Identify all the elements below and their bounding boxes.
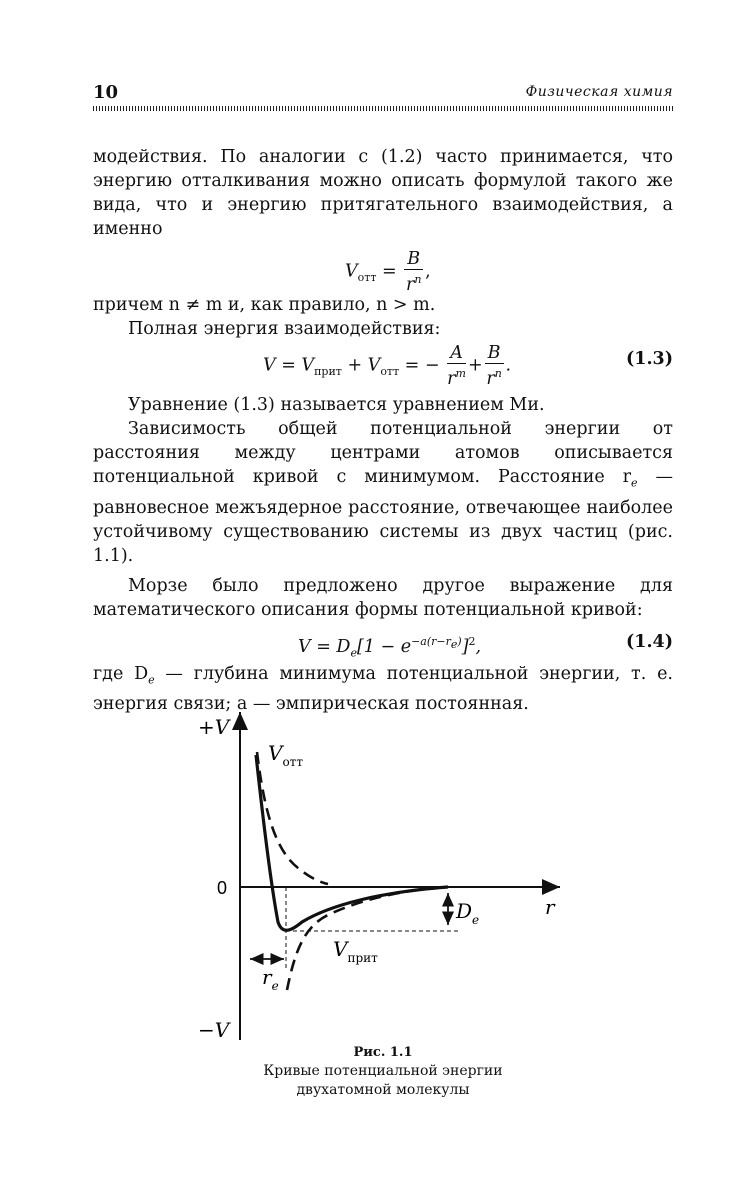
- page-number: 10: [93, 82, 119, 103]
- body-text: [93, 145, 673, 716]
- equation-repulsion: $V_{отт}$ = $\frac{B}{r^n}$ ,: [345, 249, 431, 295]
- caption-line-2: двухатомной молекулы: [296, 1082, 470, 1098]
- fraction-b-over-rn: $\frac{B}{r^n}$: [405, 249, 422, 295]
- running-title: Физическая химия: [525, 84, 673, 100]
- x-axis-label: r: [545, 895, 555, 919]
- paragraph-6: Морзе было предложено другое выражение для математического описания формы потенциальной кривой:: [93, 575, 673, 620]
- figure-label: Рис. 1.1: [353, 1045, 413, 1060]
- paragraph-1: модействия. По аналогии с (1.2) часто принимается, что энергию отталкивания можно описать формулой такого же вида, что и энергию притягательного взаимодействия, а именно: [93, 147, 673, 239]
- paragraph-7: где $D_e$ — глубина минимума потенциальной энергии, т. е. энергия связи; a — эмпирическая постоянная.: [93, 663, 673, 714]
- paragraph-4: Уравнение (1.3) называется уравнением Ми.: [128, 395, 545, 415]
- re-label: $r_e$: [262, 965, 279, 993]
- paragraph-5: Зависимость общей потенциальной энергии от расстояния между центрами атомов описывается потенциальной кривой с минимумом. Расстояние $r_e$ — равновесное межъядерное расстояние, отвечающее наиболее устойчивому существованию системы из двух частиц (рис. 1.1).: [93, 419, 673, 566]
- attraction-curve: [287, 887, 448, 990]
- potential-energy-figure: [190, 700, 580, 1050]
- header-rule: [93, 106, 673, 111]
- y-minus-label: −V: [198, 1018, 230, 1042]
- equation-number-1-3: (1.3): [625, 349, 673, 369]
- figure-caption: [93, 1043, 673, 1100]
- equation-1-4: $V = D_e[1 - e^{-a(r-r_e)}]^2$, (1.4): [298, 631, 673, 659]
- zero-label: 0: [217, 878, 228, 898]
- depth-label: $D_e$: [456, 899, 480, 927]
- y-plus-label: +V: [198, 715, 230, 739]
- page-header: [93, 78, 673, 114]
- attraction-label: $V_{прит}$: [333, 937, 378, 965]
- paragraph-2: причем n ≠ m и, как правило, n > m.: [93, 295, 436, 315]
- paragraph-3: Полная энергия взаимодействия:: [128, 319, 441, 339]
- equation-1-3: $V = V_{прит} + V_{отт}$ = − $\frac{A}{r^m}$ + $\frac{B}{r^n}$ . (1.3): [263, 343, 673, 389]
- equation-number-1-4: (1.4): [625, 631, 673, 652]
- caption-line-1: Кривые потенциальной энергии: [263, 1063, 503, 1079]
- repulsion-label: $V_{отт}$: [268, 741, 303, 769]
